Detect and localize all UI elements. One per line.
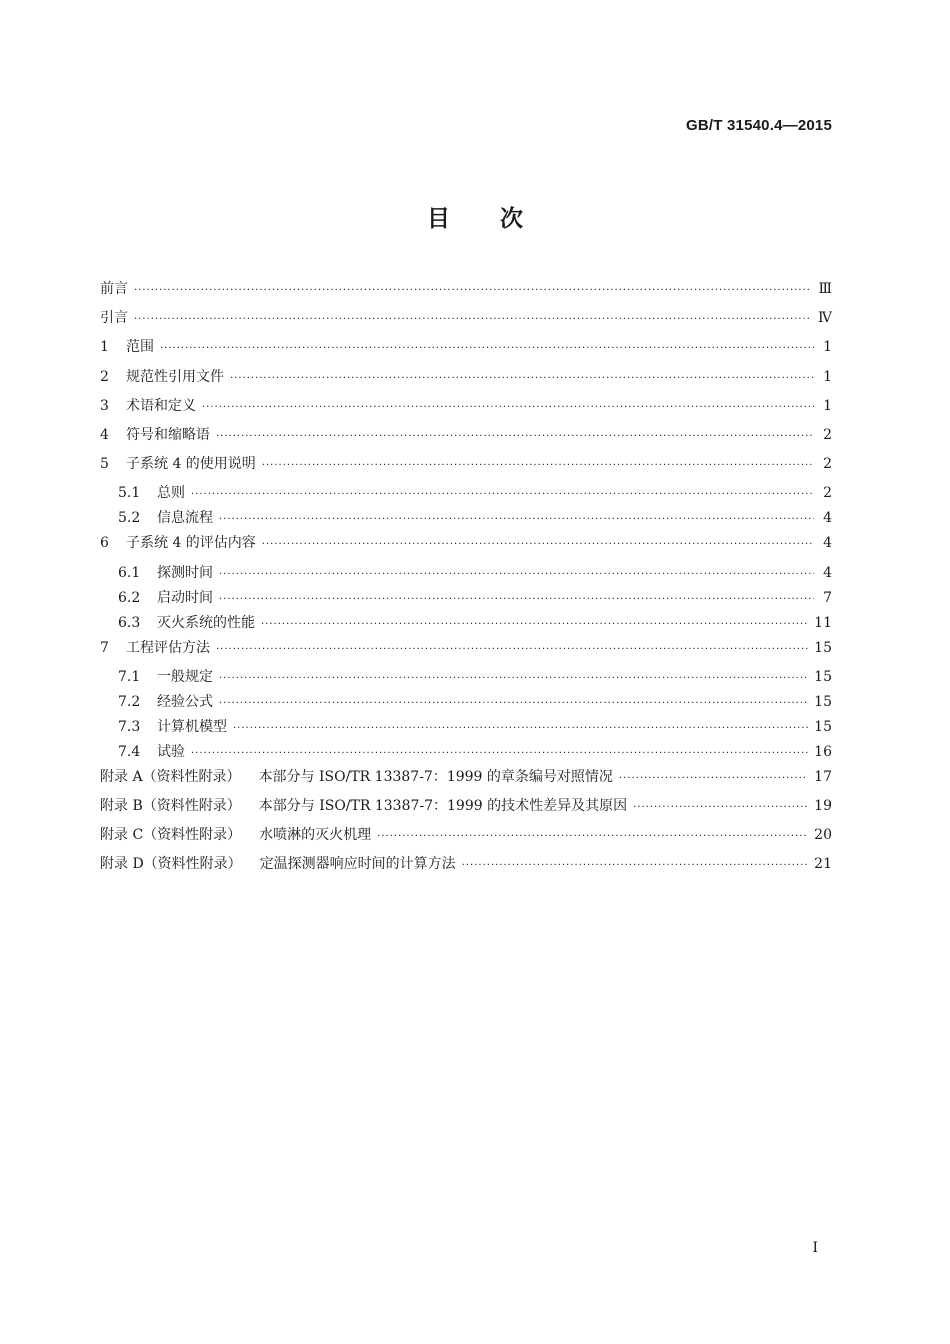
toc-entry-number: 4 [100, 426, 109, 443]
dot-leader [216, 431, 814, 442]
toc-entry-page: 1 [823, 397, 832, 414]
dot-leader [219, 698, 808, 709]
toc-entry-number: 1 [100, 339, 109, 356]
appendix-prefix: 附录 A（资料性附录） [100, 768, 241, 785]
toc-entry-label: 一般规定 [157, 668, 213, 685]
toc-entry-label: 术语和定义 [126, 397, 196, 414]
toc-entry-preface[interactable] [100, 278, 832, 307]
toc-entry-number: 7.1 [118, 668, 141, 685]
toc-entry-label: 定温探测器响应时间的计算方法 [259, 856, 456, 873]
toc-entry-label: 前言 [100, 281, 128, 297]
toc-entry-page: Ⅲ [818, 281, 832, 297]
toc-entry-label: 规范性引用文件 [126, 368, 224, 385]
toc-entry-2[interactable] [100, 366, 832, 395]
page-number: I [812, 1240, 818, 1256]
toc-entry-number: 5.1 [118, 485, 141, 502]
toc-entry-label: 子系统 4 的评估内容 [126, 535, 256, 552]
dot-leader [230, 373, 814, 384]
toc-entry-number: 7.3 [118, 718, 141, 735]
toc-entry-1[interactable] [100, 336, 832, 365]
dot-leader [160, 343, 814, 354]
dot-leader [619, 773, 808, 784]
page-title: 目次 [427, 206, 573, 232]
toc-entry-page: 4 [823, 564, 832, 581]
toc-entry-label: 启动时间 [157, 589, 213, 606]
dot-leader [462, 860, 808, 871]
toc-entry-label: 经验公式 [157, 693, 213, 710]
dot-leader [233, 723, 808, 734]
toc-entry-page: 1 [823, 368, 832, 385]
dot-leader [191, 489, 814, 500]
toc-entry-page: 15 [814, 639, 832, 656]
toc-entry-label: 工程评估方法 [126, 639, 210, 656]
toc-entry-appendix-c[interactable] [100, 824, 832, 853]
toc-entry-page: 2 [823, 456, 832, 473]
toc-entry-page: 16 [814, 743, 832, 760]
toc-entry-page: 20 [814, 827, 832, 844]
toc-entry-7-1[interactable] [100, 666, 832, 691]
toc-entry-page: 21 [814, 856, 832, 873]
table-of-contents [100, 278, 832, 882]
dot-leader [219, 514, 814, 525]
toc-entry-label: 引言 [100, 310, 128, 327]
dot-leader [377, 831, 808, 842]
toc-entry-6-1[interactable] [100, 562, 832, 587]
toc-entry-label: 试验 [157, 743, 185, 760]
appendix-prefix: 附录 C（资料性附录） [100, 827, 242, 844]
toc-entry-label: 计算机模型 [157, 718, 227, 735]
toc-entry-appendix-a[interactable] [100, 766, 832, 795]
toc-entry-appendix-d[interactable] [100, 853, 832, 882]
toc-entry-7-4[interactable] [100, 741, 832, 766]
toc-entry-5-2[interactable] [100, 507, 832, 532]
toc-entry-number: 7.4 [118, 743, 141, 760]
toc-entry-page: 7 [823, 589, 832, 606]
toc-entry-page: 4 [823, 510, 832, 527]
toc-entry-label: 本部分与 ISO/TR 13387-7：1999 的技术性差异及其原因 [258, 797, 628, 814]
toc-entry-page: 1 [823, 339, 832, 356]
dot-leader [219, 594, 814, 605]
toc-entry-6-2[interactable] [100, 587, 832, 612]
toc-entry-page: 15 [814, 693, 832, 710]
toc-entry-7-2[interactable] [100, 691, 832, 716]
toc-entry-6[interactable] [100, 532, 832, 561]
toc-entry-number: 6.2 [118, 589, 141, 606]
dot-leader [633, 802, 808, 813]
toc-entry-page: 15 [814, 718, 832, 735]
dot-leader [219, 569, 814, 580]
toc-entry-page: 4 [823, 535, 832, 552]
toc-entry-label: 范围 [126, 339, 154, 356]
appendix-prefix: 附录 D（资料性附录） [100, 856, 242, 873]
toc-entry-page: 15 [814, 668, 832, 685]
toc-entry-page: 11 [814, 614, 832, 631]
toc-entry-number: 2 [100, 368, 109, 385]
toc-entry-4[interactable] [100, 424, 832, 453]
dot-leader [216, 644, 808, 655]
toc-entry-page: 2 [823, 426, 832, 443]
toc-entry-label: 探测时间 [157, 564, 213, 581]
appendix-prefix: 附录 B（资料性附录） [100, 797, 241, 814]
toc-entry-7[interactable] [100, 637, 832, 666]
toc-entry-appendix-b[interactable] [100, 795, 832, 824]
toc-entry-label: 灭火系统的性能 [157, 614, 255, 631]
toc-entry-page: 19 [814, 797, 832, 814]
toc-entry-label: 水喷淋的灭火机理 [259, 827, 372, 844]
toc-entry-page: Ⅳ [818, 310, 832, 327]
dot-leader [191, 748, 808, 759]
toc-entry-label: 总则 [157, 485, 185, 502]
standard-code: GB/T 31540.4—2015 [686, 117, 832, 134]
toc-entry-label: 本部分与 ISO/TR 13387-7：1999 的章条编号对照情况 [258, 768, 613, 785]
dot-leader [202, 402, 814, 413]
dot-leader [134, 314, 812, 325]
toc-entry-number: 5 [100, 456, 109, 473]
toc-entry-label: 子系统 4 的使用说明 [126, 456, 256, 473]
toc-entry-5-1[interactable] [100, 482, 832, 507]
toc-entry-number: 7.2 [118, 693, 141, 710]
dot-leader [261, 619, 808, 630]
toc-entry-6-3[interactable] [100, 612, 832, 637]
toc-entry-label: 信息流程 [157, 510, 213, 527]
toc-entry-number: 5.2 [118, 510, 141, 527]
toc-entry-page: 2 [823, 485, 832, 502]
toc-entry-introduction[interactable] [100, 307, 832, 336]
toc-entry-number: 6.3 [118, 614, 141, 631]
toc-entry-number: 7 [100, 639, 109, 656]
toc-entry-5[interactable] [100, 453, 832, 482]
toc-entry-7-3[interactable] [100, 716, 832, 741]
dot-leader [262, 460, 814, 471]
toc-entry-number: 6 [100, 535, 109, 552]
dot-leader [219, 673, 808, 684]
dot-leader [134, 285, 812, 296]
toc-entry-label: 符号和缩略语 [126, 426, 210, 443]
toc-entry-number: 3 [100, 397, 109, 414]
dot-leader [262, 539, 814, 550]
toc-entry-3[interactable] [100, 395, 832, 424]
toc-entry-number: 6.1 [118, 564, 141, 581]
toc-entry-page: 17 [814, 768, 832, 785]
